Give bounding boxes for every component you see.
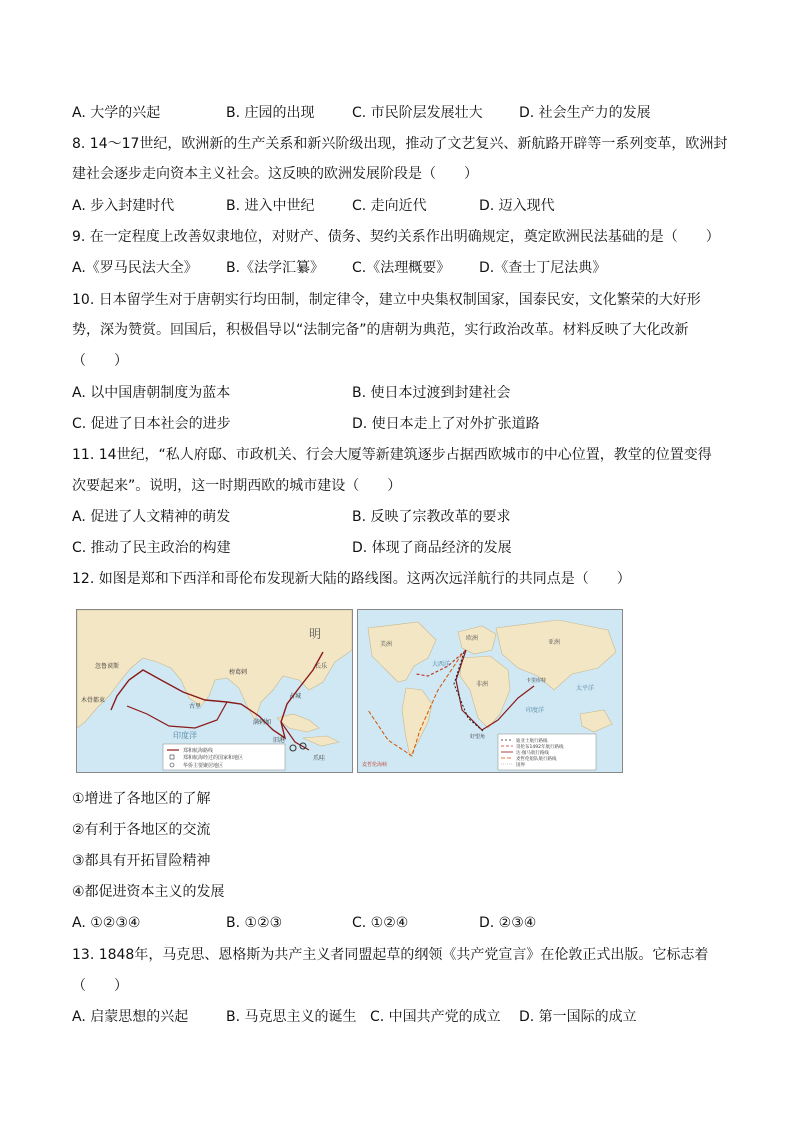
- q11-stem-line-1: 11. 14世纪，“私人府邸、市政机关、行会大厦等新建筑逐步占据西欧城市的中心位置，教堂的位置变得: [72, 447, 712, 463]
- q10-option-a: A. 以中国唐朝制度为蓝本: [72, 385, 231, 401]
- map1-place-hormuz: 忽鲁谟斯: [95, 663, 120, 670]
- q8-option-c: C. 走向近代: [352, 198, 427, 214]
- q11-stem-line-2: 次要起来”。说明，这一时期西欧的城市建设（ ）: [72, 478, 402, 494]
- map1-place-mogadishu: 木骨都束: [81, 697, 106, 704]
- q7-options: [72, 103, 722, 123]
- q10-stem-line-2: 势，深为赞赏。回国后，积极倡导以“法制完备”的唐朝为典范，实行政治改革。材料反映了大化改新: [72, 322, 689, 338]
- q8-stem-line-1: 8. 14～17世纪，欧洲新的生产关系和新兴阶级出现，推动了文艺复兴、新航路开辟等一系列变革，欧洲封: [72, 136, 728, 152]
- q8-stem-line-2: 建社会逐步走向资本主义社会。这反映的欧洲发展阶段是（ ）: [72, 166, 478, 182]
- q12-stem-line-1: 12. 如图是郑和下西洋和哥伦布发现新大陆的路线图。这两次远洋航行的共同点是（ ）: [72, 571, 631, 587]
- q13-stem-line-2: （ ）: [72, 978, 128, 994]
- map1-place-champa: 占城: [289, 693, 302, 700]
- q7-option-d: D. 社会生产力的发展: [519, 105, 651, 121]
- q8-option-a: A. 步入封建时代: [72, 198, 175, 214]
- map1-ocean-label: 印度洋: [173, 731, 197, 740]
- map2-legend-border: 国界: [516, 763, 525, 768]
- map1-place-java: 爪哇: [313, 755, 326, 762]
- q13-options: [72, 1007, 722, 1027]
- map2-legend-gama: 达·伽马航行路线: [516, 751, 549, 756]
- q11-option-b: B. 反映了宗教改革的要求: [352, 509, 511, 525]
- q13-option-b: B. 马克思主义的诞生: [226, 1009, 357, 1025]
- q12-option-a: A. ①②③④: [72, 915, 141, 931]
- q11-option-c: C. 推动了民主政治的构建: [72, 540, 231, 556]
- q8-option-b: B. 进入中世纪: [226, 198, 315, 214]
- map2-label-europe: 欧洲: [466, 635, 479, 642]
- map1-place-palembang: 旧港: [273, 737, 286, 744]
- q13-option-c: C. 中国共产党的成立: [370, 1009, 501, 1025]
- q11-options-row-1: [72, 507, 722, 527]
- map1-place-bengal: 榜葛剌: [229, 669, 248, 676]
- q7-option-c: C. 市民阶层发展壮大: [352, 105, 483, 121]
- q9-option-a: A.《罗马民法大全》: [72, 260, 198, 276]
- map1-place-changle: 长乐: [315, 663, 328, 670]
- q12-statement-2: ②有利于各地区的交流: [72, 822, 211, 838]
- q9-options: [72, 258, 722, 278]
- q9-option-d: D.《查士丁尼法典》: [479, 260, 607, 276]
- q12-statement-3: ③都具有开拓冒险精神: [72, 853, 211, 869]
- q12-options: [72, 913, 722, 933]
- map1-legend-countries: 郑和航海经过的国家和地区: [183, 755, 244, 761]
- q12-option-b: B. ①②③: [226, 915, 283, 931]
- map1-legend-chinese: 华侨主要聚居地区: [183, 763, 224, 769]
- map2-label-atlantic: 大西洋: [432, 661, 451, 668]
- q11-options-row-2: [72, 538, 722, 558]
- map2-legend-magellan: 麦哲伦船队航行路线: [516, 757, 557, 762]
- q7-option-a: A. 大学的兴起: [72, 105, 161, 121]
- q9-stem-line-1: 9. 在一定程度上改善奴隶地位，对财产、债务、契约关系作出明确规定，奠定欧洲民法基础的是（ ）: [72, 229, 720, 245]
- map2-label-calicut: 卡里库特: [526, 678, 547, 684]
- q11-option-d: D. 体现了商品经济的发展: [352, 540, 512, 556]
- q13-stem-line-1: 13. 1848年，马克思、恩格斯为共产主义者同盟起草的纲领《共产党宣言》在伦敦正式出版。它标志着: [72, 947, 709, 963]
- map2-label-cape: 好望角: [470, 734, 486, 740]
- map2-label-africa: 非洲: [476, 681, 489, 688]
- q10-options-row-1: [72, 383, 722, 403]
- q10-stem-line-1: 10. 日本留学生对于唐朝实行均田制，制定律令，建立中央集权制国家，国泰民安，文化繁荣的大好形: [72, 292, 701, 308]
- q7-option-b: B. 庄园的出现: [226, 105, 315, 121]
- zheng-he-route-map: [76, 609, 353, 773]
- q13-option-d: D. 第一国际的成立: [519, 1009, 637, 1025]
- map2-legend-columbus: 哥伦布1492年航行路线: [516, 745, 564, 750]
- q10-options-row-2: [72, 414, 722, 434]
- map2-label-asia: 亚洲: [548, 639, 561, 646]
- map1-country-label: 明: [309, 627, 322, 641]
- q11-option-a: A. 促进了人文精神的萌发: [72, 509, 231, 525]
- new-route-discovery-map: [357, 609, 623, 773]
- map1-place-guli: 古里: [189, 703, 202, 710]
- q12-statement-4: ④都促进资本主义的发展: [72, 884, 225, 900]
- map2-label-america: 美洲: [380, 641, 393, 648]
- q9-option-b: B.《法学汇纂》: [226, 260, 325, 276]
- q12-statement-1: ①增进了各地区的了解: [72, 791, 211, 807]
- map2-label-pacific: 太平洋: [576, 685, 595, 692]
- map2-label-indian-ocean: 印度洋: [526, 707, 545, 714]
- q12-option-d: D. ②③④: [479, 915, 537, 931]
- q12-option-c: C. ①②④: [352, 915, 409, 931]
- q10-option-b: B. 使日本过渡到封建社会: [352, 385, 511, 401]
- map2-legend-dias: 迪亚士航行路线: [516, 739, 548, 744]
- q10-option-c: C. 促进了日本社会的进步: [72, 416, 231, 432]
- map1-legend-route: 郑和航海路线: [183, 748, 214, 754]
- map1-place-malacca: 满剌加: [253, 719, 272, 726]
- q13-option-a: A. 启蒙思想的兴起: [72, 1009, 189, 1025]
- q10-option-d: D. 使日本走上了对外扩张道路: [352, 416, 540, 432]
- q9-option-c: C.《法理概要》: [352, 260, 451, 276]
- q10-stem-line-3: （ ）: [72, 353, 128, 369]
- map2-label-magellan-strait: 麦哲伦海峡: [362, 762, 388, 768]
- q8-options: [72, 196, 722, 216]
- q8-option-d: D. 迈入现代: [479, 198, 555, 214]
